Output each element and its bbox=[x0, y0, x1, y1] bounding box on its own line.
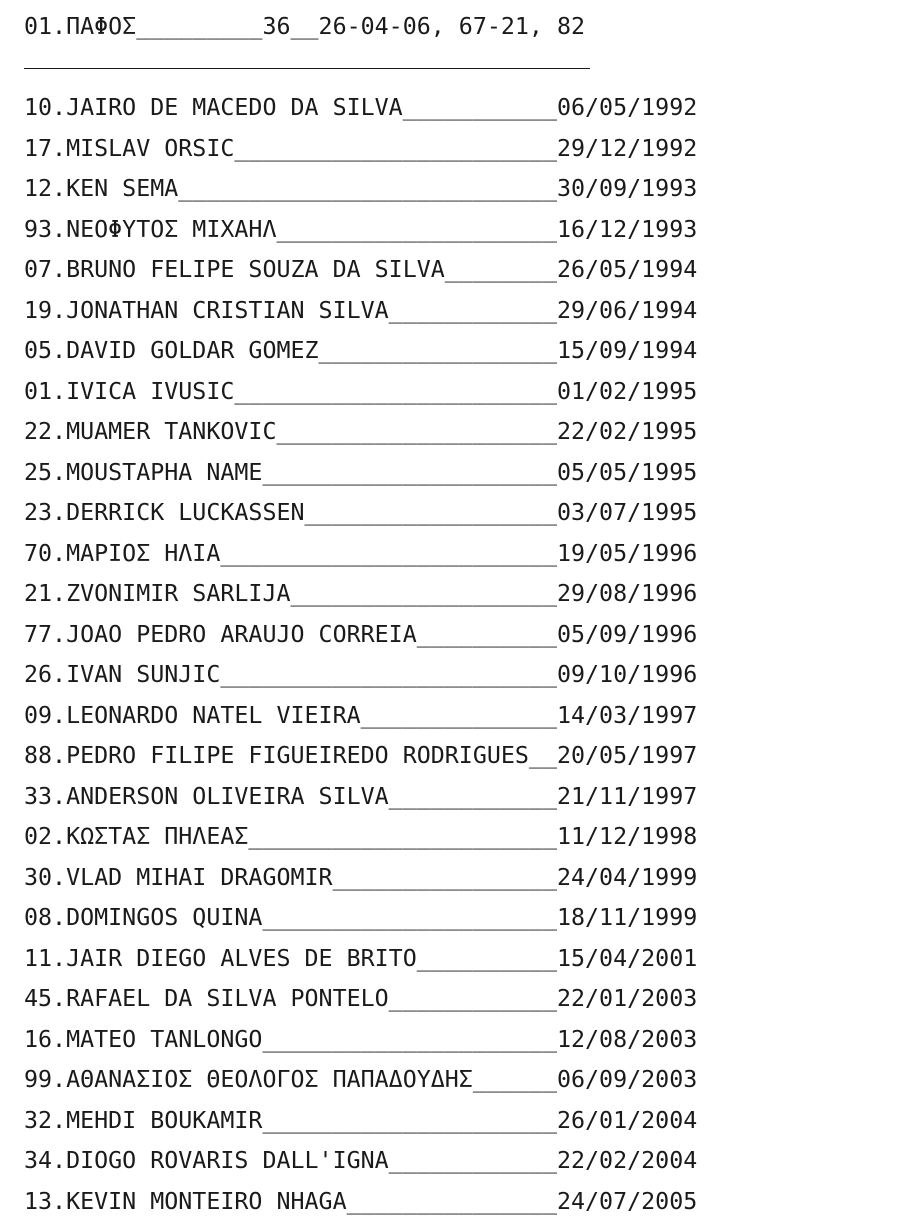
player-row: 70.ΜΑΡΙΟΣ ΗΛΙΑ________________________19/05/1996 bbox=[24, 534, 697, 575]
player-row: 05.DAVID GOLDAR GOMEZ_________________15/09/1994 bbox=[24, 331, 697, 372]
team-header: 01.ΠΑΦΟΣ_________36__26-04-06, 67-21, 82 bbox=[24, 8, 697, 46]
player-row: 45.RAFAEL DA SILVA PONTELO____________22/01/2003 bbox=[24, 979, 697, 1020]
player-row: 77.JOAO PEDRO ARAUJO CORREIA__________05/09/1996 bbox=[24, 615, 697, 656]
player-row: 12.KEN SEMA___________________________30/09/1993 bbox=[24, 169, 697, 210]
player-row: 01.IVICA IVUSIC_______________________01/02/1995 bbox=[24, 372, 697, 413]
player-row: 17.MISLAV ORSIC_______________________29/12/1992 bbox=[24, 129, 697, 170]
player-row: 30.VLAD MIHAI DRAGOMIR________________24/04/1999 bbox=[24, 858, 697, 899]
player-row: 02.ΚΩΣΤΑΣ ΠΗΛΕΑΣ______________________11/12/1998 bbox=[24, 817, 697, 858]
player-row: 09.LEONARDO NATEL VIEIRA______________14/03/1997 bbox=[24, 696, 697, 737]
player-row: 88.PEDRO FILIPE FIGUEIREDO RODRIGUES__20/05/1997 bbox=[24, 736, 697, 777]
separator-line bbox=[24, 46, 697, 88]
player-row: 11.JAIR DIEGO ALVES DE BRITO__________15/04/2001 bbox=[24, 939, 697, 980]
player-row: 23.DERRICK LUCKASSEN__________________03/07/1995 bbox=[24, 493, 697, 534]
player-row: 13.KEVIN MONTEIRO NHAGA_______________24/07/2005 bbox=[24, 1182, 697, 1222]
separator-rule bbox=[24, 68, 590, 69]
player-list bbox=[24, 88, 697, 1222]
player-row: 99.ΑΘΑΝΑΣΙΟΣ ΘΕΟΛΟΓΟΣ ΠΑΠΑΔΟΥΔΗΣ______06/09/2003 bbox=[24, 1060, 697, 1101]
player-row: 26.IVAN SUNJIC________________________09/10/1996 bbox=[24, 655, 697, 696]
player-row: 93.ΝΕΟΦΥΤΟΣ ΜΙΧΑΗΛ____________________16/12/1993 bbox=[24, 210, 697, 251]
player-row: 07.BRUNO FELIPE SOUZA DA SILVA________26/05/1994 bbox=[24, 250, 697, 291]
player-row: 33.ANDERSON OLIVEIRA SILVA____________21/11/1997 bbox=[24, 777, 697, 818]
roster-document bbox=[24, 8, 697, 1222]
player-row: 08.DOMINGOS QUINA_____________________18/11/1999 bbox=[24, 898, 697, 939]
player-row: 10.JAIRO DE MACEDO DA SILVA___________06/05/1992 bbox=[24, 88, 697, 129]
player-row: 32.MEHDI BOUKAMIR_____________________26/01/2004 bbox=[24, 1101, 697, 1142]
player-row: 25.MOUSTAPHA NAME_____________________05/05/1995 bbox=[24, 453, 697, 494]
player-row: 19.JONATHAN CRISTIAN SILVA____________29/06/1994 bbox=[24, 291, 697, 332]
player-row: 16.MATEO TANLONGO_____________________12/08/2003 bbox=[24, 1020, 697, 1061]
player-row: 22.MUAMER TANKOVIC____________________22/02/1995 bbox=[24, 412, 697, 453]
player-row: 34.DIOGO ROVARIS DALL'IGNA____________22/02/2004 bbox=[24, 1141, 697, 1182]
player-row: 21.ZVONIMIR SARLIJA___________________29/08/1996 bbox=[24, 574, 697, 615]
